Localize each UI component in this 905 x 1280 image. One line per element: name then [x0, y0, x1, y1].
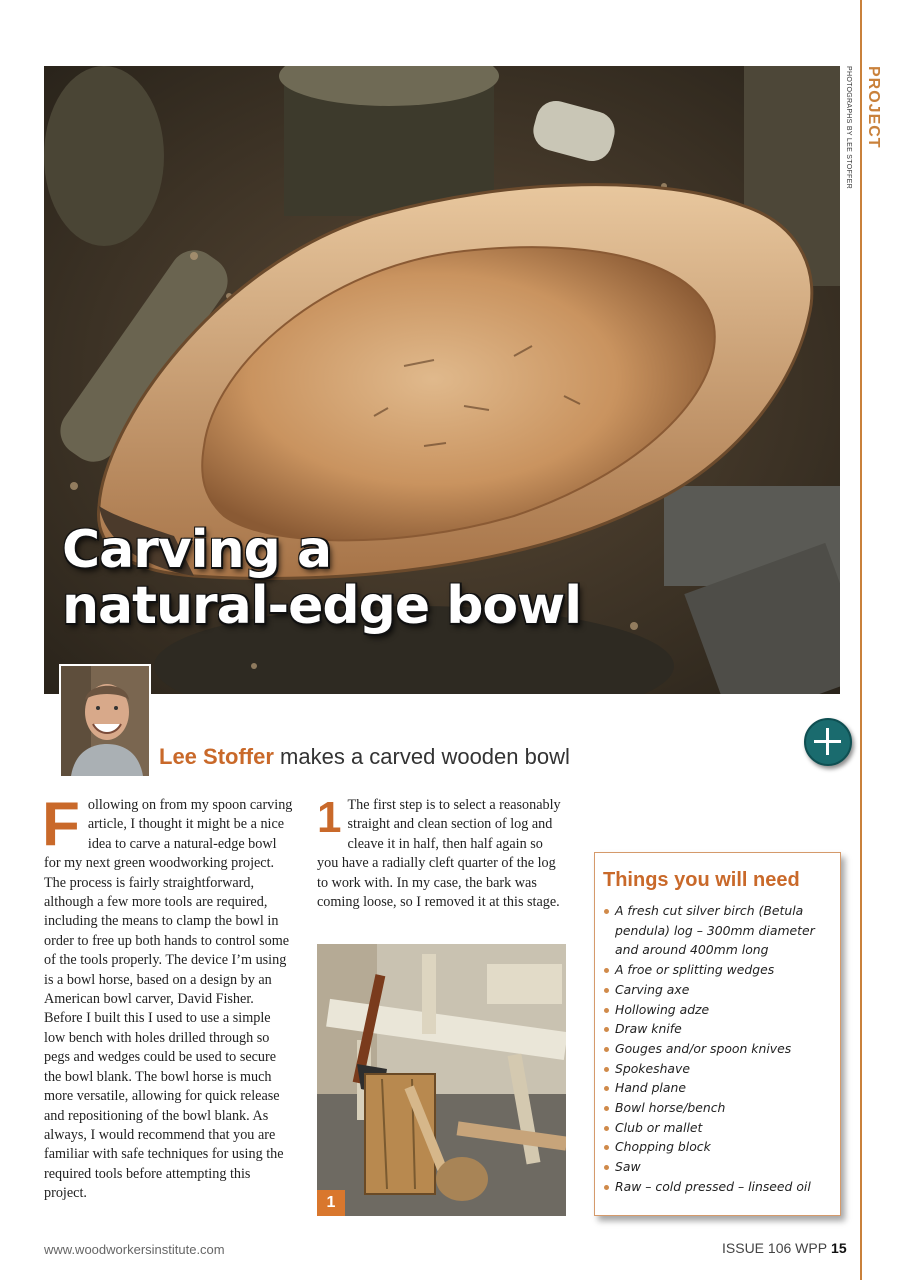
step-photo-badge: 1: [317, 1190, 345, 1216]
author-portrait: [61, 666, 149, 776]
step-1-paragraph: [317, 793, 567, 912]
list-item: A froe or splitting wedges: [603, 960, 833, 980]
issue-label: ISSUE 106 WPP: [722, 1240, 828, 1256]
step-1-photo: [317, 944, 566, 1216]
list-item: Saw: [603, 1157, 833, 1177]
page-edge-rule: [860, 0, 862, 1280]
list-item: Spokeshave: [603, 1059, 833, 1079]
author-name: Lee Stoffer: [159, 744, 274, 769]
page-number: 15: [831, 1240, 847, 1256]
footer-issue: [722, 1240, 847, 1256]
author-photo: [59, 664, 151, 778]
intro-paragraph: [42, 790, 294, 1204]
needs-list: [603, 901, 833, 1197]
list-item: Raw – cold pressed – linseed oil: [603, 1177, 833, 1197]
list-item: Bowl horse/bench: [603, 1098, 833, 1118]
list-item: Gouges and/or spoon knives: [603, 1039, 833, 1059]
intro-text: ollowing on from my spoon carving article, I thought it might be a nice idea to carve a natural-edge bowl for my next green woodworking project. The process is fairly straightforward, although a few more tools are required, including the means to clamp the bowl in order to free up both hands to control some of the tools properly. The device I’m using is a bowl horse, based on a design by an American bowl carver, David Fisher. Before I built this I used to use a simple low bench with holes drilled through so pegs and wedges could be used to secure the bowl blank. The bowl horse is much more versatile, allowing for quick release and repositioning of the bowl blank. As always, I would recommend that you are familiar with safe techniques for using the required tools before attempting this project.: [44, 797, 293, 1202]
byline-tagline: makes a carved wooden bowl: [280, 744, 570, 769]
list-item: Hollowing adze: [603, 1000, 833, 1020]
list-item: Carving axe: [603, 980, 833, 1000]
plus-icon: [804, 718, 852, 766]
bowl-horse-illustration: [317, 944, 566, 1216]
needs-title: Things you will need: [603, 869, 800, 891]
list-item: Club or mallet: [603, 1118, 833, 1138]
byline: [159, 744, 570, 770]
list-item: Draw knife: [603, 1019, 833, 1039]
drop-cap: F: [42, 790, 80, 859]
list-item: Hand plane: [603, 1078, 833, 1098]
section-label: PROJECT: [865, 66, 882, 149]
hero-photo: [44, 66, 840, 694]
list-item: Chopping block: [603, 1137, 833, 1157]
step-1-text: The first step is to select a reasonably straight and clean section of log and cleave it in half, then half again so you have a radially cleft quarter of the log to work with. In my case, the bark was coming loose, so I removed it at this stage.: [317, 797, 561, 911]
list-item: A fresh cut silver birch (Betula pendula) log – 300mm diameter and around 400mm long: [603, 901, 833, 960]
step-number: 1: [317, 793, 342, 842]
footer-url[interactable]: www.woodworkersinstitute.com: [44, 1242, 225, 1257]
article-title: Carving a natural-edge bowl: [62, 520, 582, 636]
things-you-will-need-box: [594, 852, 841, 1216]
